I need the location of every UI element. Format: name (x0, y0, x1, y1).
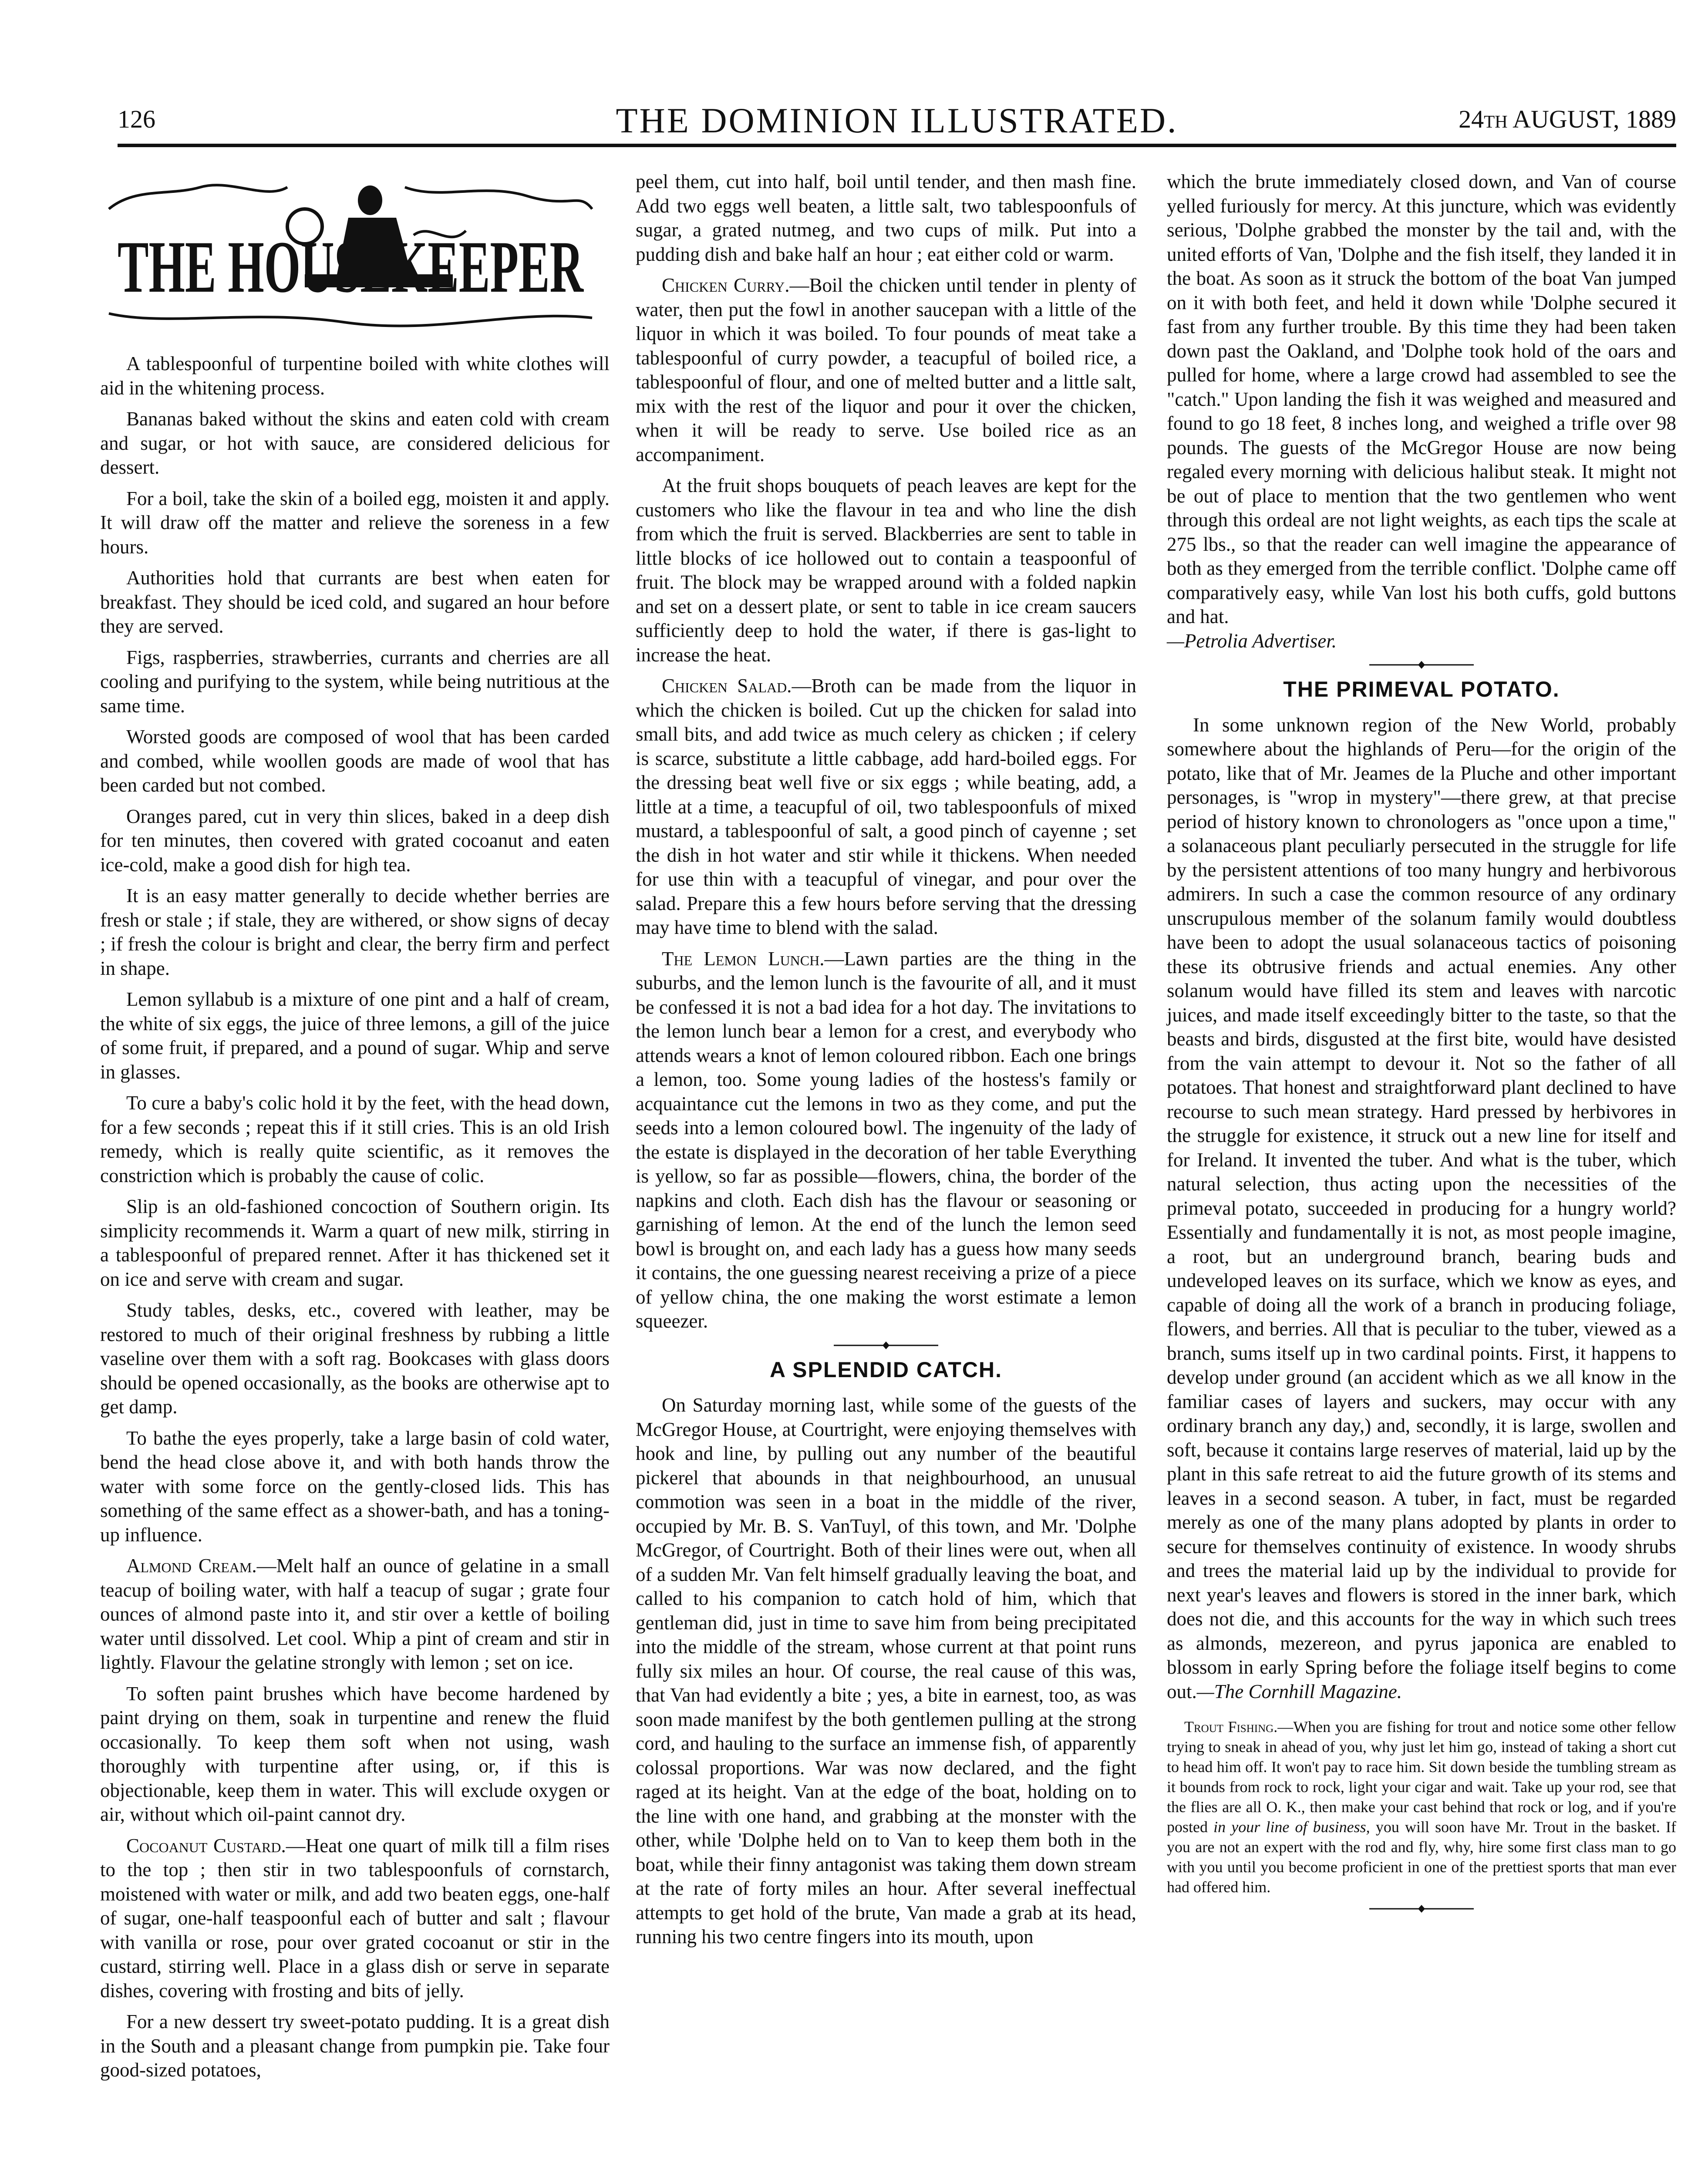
recipe-text: —Heat one quart of milk till a film rises to the top ; then stir in two tablespoonfuls of cornstarch, moistened with water or milk, and add two beaten eggs, one-half of sugar, one-half teaspoonful each of butter and salt ; flavour with vanilla or rose, pour over grated cocoanut or stir in the custard, stirring well. Place in a glass dish or serve in separate dishes, covering with frosting and bits of jelly. (100, 1834, 610, 2002)
tip-paragraph: Bananas baked without the skins and eaten cold with cream and sugar, or hot with sauce, are considered delicious for dessert. (100, 408, 610, 478)
page-number: 126 (118, 105, 155, 133)
tip-paragraph: To cure a baby's colic hold it by the feet, with the head down, for a few seconds ; repeat this if it still cries. This is an old Irish remedy, which is really quite scientific, as it removes the constriction which is probably the cause of colic. (100, 1092, 610, 1186)
tip-paragraph: peel them, cut into half, boil until tender, and then mash fine. Add two eggs well beaten, a little salt, two tablespoonfuls of sugar, a grated nutmeg, and two cups of milk. Put into a pudding dish and bake half an hour ; eat either cold or warm. (636, 171, 1136, 265)
section-divider (1369, 660, 1474, 670)
tip-paragraph: For a boil, take the skin of a boiled egg, moisten it and apply. It will draw off the matter and relieve the soreness in a few hours. (100, 487, 610, 558)
article-heading: A SPLENDID CATCH. (770, 1357, 1002, 1382)
masthead-title: THE DOMINION ILLUSTRATED. (616, 101, 1178, 140)
note-italic: in your line of business, (1213, 1818, 1370, 1836)
tip-paragraph: Lemon syllabub is a mixture of one pint and a half of cream, the white of six eggs, the juice of three lemons, a gill of the juice of some fruit, if prepared, and a pound of sugar. Whip and serve in glasses. (100, 988, 610, 1083)
recipe-chicken-salad (636, 674, 1136, 940)
page-header (118, 100, 1676, 148)
article-credit: —The Cornhill Magazine. (1196, 1680, 1402, 1702)
tip-paragraph: Worsted goods are composed of wool that has been carded and combed, while woollen goods are made of wool that has been carded but not combed. (100, 726, 610, 796)
article-text: In some unknown region of the New World, probably somewhere about the highlands of Peru—for the origin of the potato, like that of Mr. Jeames de la Pluche and other important personages, is "wrop in mystery"—there grew, at that precise period of history known to chronologers as "once upon a time," a solanaceous plant peculiarly persecuted in the struggle for life by the persistent attentions of too many hungry and herbivorous admirers. In such a case the common resource of any ordinary unscrupulous member of the solanum family would doubtless have been to adopt the usual solanaceous tactics of poisoning these its obtrusive friends and actual enemies. Any other solanum would have filled its stem and leaves with narcotic juices, and made itself exceedingly bitter to the taste, so that the beasts and birds, disgusted at the first bite, would have desisted from the vain attempt to devour it. Not so the father of all potatoes. That honest and straightforward plant declined to have recourse to such mean strategy. Hard pressed by herbivores in the struggle for existence, it struck out a new line for itself and for Ireland. It invented the tuber. And what is the tuber, which natural selection, thus acting upon the necessities of the primeval potato, succeeded in producing for a hungry world? Essentially and fundamentally it is not, as most people imagine, a root, but an underground branch, bearing buds and undeveloped leaves on its surface, which we know as eyes, and capable of doing all the work of a branch in producing foliage, flowers, and berries. All that is peculiar to the tuber, viewed as a branch, sums itself up in two cardinal points. First, it happens to develop under ground (an accident which as we all know in the familiar cases of layers and suckers, may occur with any ordinary branch any day,) and, secondly, it is large, swollen and soft, because it contains large reserves of material, laid up by the plant in this safe retreat to aid the future growth of its stems and leaves in a second season. A tuber, in fact, must be regarded merely as one of the many plans adopted by plants in order to secure for themselves continuity of existence. In woody shrubs and trees the material laid up by the individual to provide for next year's leaves and flowers is stored in the inner bark, which does not die, and this accounts for the way in which such trees as almonds, mezereon, and pyrus japonica are enabled to blossom in early Spring before the foliage itself begins to come out. (1167, 714, 1676, 1702)
issue-date: 24th AUGUST, 1889 (1459, 105, 1676, 133)
recipe-title: Chicken Curry. (662, 274, 790, 296)
logo-lettering: THE HOUSEKEEPER (118, 226, 584, 308)
recipe-title: Almond Cream. (126, 1555, 257, 1577)
header-rule (118, 144, 1676, 147)
column-left (100, 170, 610, 2089)
recipe-title: Cocoanut Custard. (126, 1834, 286, 1857)
article-paragraph (1167, 713, 1676, 1704)
recipe-title: Chicken Salad. (662, 675, 792, 697)
recipe-lemon-lunch (636, 947, 1136, 1334)
recipe-text: —Broth can be made from the liquor in which the chicken is boiled. Cut up the chicken for salad into small bits, and add twice as much celery as chicken ; if celery is scarce, substitute a little cabbage, add hard-boiled eggs. For the dressing beat well five or six eggs ; while beating, add, a little at a time, a teacupful of oil, two tablespoonfuls of mixed mustard, a tablespoonful of salt, a good pinch of cayenne ; set the dish in hot water and stir while it thickens. When needed for use thin with a teacupful of vinegar, and pour over the salad. Prepare this a few hours before serving that the dressing may have time to blend with the salad. (636, 675, 1136, 938)
article-paragraph (1167, 170, 1676, 653)
trout-fishing-note (1167, 1717, 1676, 1897)
note-text: —When you are fishing for trout and notice some other fellow trying to sneak in ahead of you, why just let him go, instead of taking a short cut to head him off. It won't pay to race him. Sit down beside the tumbling stream as it bounds from rock to rock, light your cigar and wait. Take up your rod, see that the flies are all O. K., then make your cast behind that rock or log, and if you're posted (1167, 1718, 1676, 1836)
article-heading: THE PRIMEVAL POTATO. (1283, 677, 1560, 701)
article-paragraph: On Saturday morning last, while some of the guests of the McGregor House, at Courtright, were enjoying themselves with hook and line, by pulling out any number of the beautiful pickerel that abounds in that neighbourhood, an unusual commotion was seen in a boat in the middle of the river, occupied by Mr. B. S. VanTuyl, of this town, and Mr. 'Dolphe McGregor, of Courtright. Both of their lines were out, when all of a sudden Mr. Van felt himself gradually leaving the boat, and called to his companion to catch hold of him, which that gentleman did, just in time to save him from being precipitated into the middle of the stream, whose current at that point runs fully six miles an hour. Of course, the real cause of this was, that Van had evidently a bite ; yes, a bite in earnest, too, as was soon made manifest by the both gentlemen pulling at the strong cord, and hauling to the surface an immense fish, of apparently colossal proportions. War was now declared, and the fight raged at its height. Van at the edge of the boat, holding on to the line with one hand, and grabbing at the monster with the other, while 'Dolphe held on to Van to keep them both in the boat, while their finny antagonist was taking them down stream at the rate of forty miles an hour. After several ineffectual attempts to get hold of the brute, Van made a grab at its head, running his two centre fingers into its mouth, upon (636, 1394, 1136, 1948)
column-right (1167, 170, 1676, 1916)
recipe-title: The Lemon Lunch. (662, 947, 825, 970)
tip-paragraph: To bathe the eyes properly, take a large basin of cold water, bend the head close above it, and with both hands throw the water with some force on the gently-closed lids. This has something of the same effect as a shower-bath, and has a toning-up influence. (100, 1427, 610, 1546)
tip-paragraph: A tablespoonful of turpentine boiled with white clothes will aid in the whitening process. (100, 353, 610, 399)
tip-paragraph: At the fruit shops bouquets of peach leaves are kept for the customers who like the flavour in tea and who line the dish from which the fruit is served. Blackberries are sent to table in little blocks of ice hollowed out to contain a teaspoonful of fruit. The block may be wrapped around with a folded napkin and set on a dessert plate, or sent to table in ice cream saucers sufficiently deep to hold the water, if there is gas-light to increase the heat. (636, 475, 1136, 666)
tip-paragraph: Study tables, desks, etc., covered with leather, may be restored to much of their original freshness by rubbing a little vaseline over them with a soft rag. Bookcases with glass doors should be opened occasionally, as the books are otherwise apt to get damp. (100, 1299, 610, 1418)
note-paragraph (1167, 1717, 1676, 1897)
tip-paragraph: Authorities hold that currants are best when eaten for breakfast. They should be iced cold, and sugared an hour before they are served. (100, 567, 610, 637)
recipe-chicken-curry (636, 273, 1136, 467)
tip-paragraph: It is an easy matter generally to decide whether berries are fresh or stale ; if stale, they are withered, or show signs of decay ; if fresh the colour is bright and clear, the berry firm and perfect in shape. (100, 885, 610, 979)
recipe-cocoanut-custard (100, 1834, 610, 2003)
recipe-text: —Melt half an ounce of gelatine in a small teacup of boiling water, with half a teacup of sugar ; grate four ounces of almond paste into it, and stir over a kettle of boiling water until dissolved. Let cool. Whip a pint of cream and stir in lightly. Flavour the gelatine strongly with lemon ; set on ice. (100, 1555, 610, 1673)
recipe-text: —Boil the chicken until tender in plenty of water, then put the fowl in another saucepan with a little of the liquor in which it was boiled. To four pounds of meat take a tablespoonful of curry powder, a teacupful of boiled rice, a tablespoonful of flour, and one of melted butter and a little salt, mix with the rest of the liquor and pour it over the chicken, when it will be ready to serve. Use boiled rice as an accompaniment. (636, 274, 1136, 465)
column-middle (636, 170, 1136, 1956)
tip-paragraph: Slip is an old-fashioned concoction of Southern origin. Its simplicity recommends it. Warm a quart of new milk, stirring in a tablespoonful of prepared rennet. After it has thickened set it on ice and serve with cream and sugar. (100, 1196, 610, 1290)
tip-paragraph: Figs, raspberries, strawberries, currants and cherries are all cooling and purifying to the system, while being nutritious at the same time. (100, 646, 610, 717)
housekeeper-logo (100, 170, 601, 344)
section-divider (1369, 1904, 1474, 1914)
tip-paragraph: Oranges pared, cut in very thin slices, baked in a deep dish for ten minutes, then covered with grated cocoanut and eaten ice-cold, make a good dish for high tea. (100, 805, 610, 876)
section-divider (834, 1341, 938, 1350)
tip-paragraph: To soften paint brushes which have become hardened by paint drying on them, soak in turpentine and renew the fluid occasionally. To keep them soft when not using, wash thoroughly with turpentine after using, or, if this is objectionable, keep them in water. This will exclude oxygen or air, without which oil-paint cannot dry. (100, 1682, 610, 1825)
note-title: Trout Fishing. (1184, 1718, 1278, 1736)
housekeeper-tips (100, 352, 610, 2083)
article-text: which the brute immediately closed down, and Van of course yelled furiously for mercy. At this juncture, which was evidently serious, 'Dolphe grabbed the monster by the tail and, with the united efforts of Van, 'Dolphe and the fish itself, they landed it in the boat. As soon as it struck the bottom of the boat Van jumped on it with both feet, and held it down while 'Dolphe secured it fast from any further trouble. By this time they had been taken down past the Oakland, and 'Dolphe took hold of the oars and pulled for home, where a large crowd had assembled to see the "catch." Upon landing the fish it was weighed and measured and found to go 18 feet, 8 inches long, and weighed a trifle over 98 pounds. The guests of the McGregor House are now being regaled every morning with delicious halibut steak. It might not be out of place to mention that the two gentlemen who went through this ordeal are not light weights, as each tips the scale at 275 lbs., so that the reader can well imagine the appearance of both as they emerged from the terrible conflict. 'Dolphe came off comparatively easy, while Van lost his both cuffs, gold buttons and hat. (1167, 171, 1676, 627)
article-credit: —Petrolia Advertiser. (1167, 630, 1337, 652)
recipe-almond-cream (100, 1554, 610, 1675)
note-text: you will soon have Mr. Trout in the basket. If you are not an expert with the rod and fly, why, hire some first class man to go with you until you become proficient in one of the prettiest sports that man ever had offered him. (1167, 1818, 1677, 1896)
recipe-text: —Lawn parties are the thing in the suburbs, and the lemon lunch is the favourite of all, and it must be confessed it is not a bad idea for a hot day. The invitations to the lemon lunch bear a lemon for a crest, and everybody who attends wears a knot of lemon coloured ribbon. Each one brings a lemon, too. Some young ladies of the hostess's family or acquaintance cut the lemons in two as they come, and put the seeds into a lemon coloured bowl. The ingenuity of the lady of the estate is displayed in the decoration of her table Everything is yellow, so far as possible—flowers, china, the border of the napkins and cloth. Each dish has the flavour or seasoning or garnishing of lemon. At the end of the lunch the lemon seed bowl is brought on, and each lady has a guess how many seeds it contains, the one guessing nearest receiving a prize of a piece of yellow china, the one making the worst estimate a lemon squeezer. (636, 947, 1136, 1332)
tip-paragraph: For a new dessert try sweet-potato pudding. It is a great dish in the South and a pleasant change from pumpkin pie. Take four good-sized potatoes, (100, 2011, 610, 2081)
